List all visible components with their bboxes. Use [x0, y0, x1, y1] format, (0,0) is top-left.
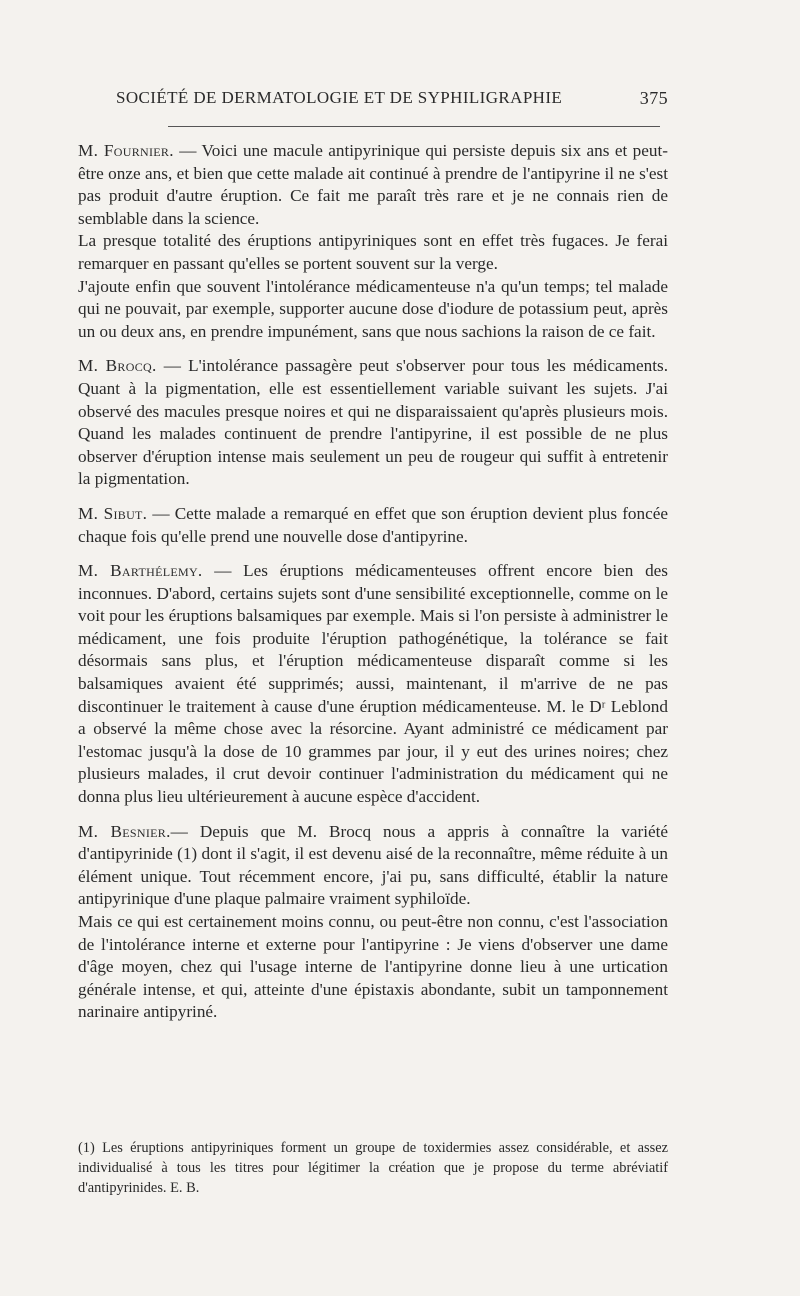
paragraph-text: — Voici une macule antipyrinique qui persiste depuis six ans et peut-être onze ans, et bien que cette malade ait continué à prendre de l'antipyrine il ne s'est pas produit d'autre éruption. Ce fait me paraît très rare et je ne connais rien de semblable dans la science.	[78, 141, 668, 228]
paragraph-brocq	[78, 355, 668, 491]
header-rule	[168, 126, 660, 127]
paragraph-text: — L'intolérance passagère peut s'observer pour tous les médicaments. Quant à la pigmentation, elle est essentiellement variable suivant les sujets. J'ai observé des macules presque noires et qui ne disparaissaient qu'après plusieurs mois. Quand les malades continuent de prendre l'antipyrine, il est possible de ne plus observer d'éruption intense mais seulement un peu de rougeur qui suffit à entretenir la pigmentation.	[78, 356, 668, 489]
paragraph	[78, 230, 668, 275]
speaker-name: M. Brocq.	[78, 356, 157, 376]
paragraph-text: — Depuis que M. Brocq nous a appris à connaître la variété d'antipyrinide (1) dont il s'agit, il est devenu aisé de la reconnaître, même réduite à un élément unique. Tout récemment encore, j'ai pu, sans difficulté, établir la nature antipyrinique d'une plaque palmaire vraiment syphiloïde.	[78, 821, 669, 909]
paragraph-text: — Cette malade a remarqué en effet que son éruption devient plus foncée chaque fois qu'elle prend une nouvelle dose d'antipyrine.	[78, 503, 668, 546]
paragraph	[78, 276, 668, 344]
paragraph-barthelemy	[78, 560, 668, 809]
header-title: SOCIÉTÉ DE DERMATOLOGIE ET DE SYPHILIGRAPHIE	[116, 88, 563, 107]
paragraph-text: La presque totalité des éruptions antipyriniques sont en effet très fugaces. Je ferai remarquer en passant qu'elles se portent souvent sur la verge.	[78, 231, 668, 273]
paragraph-text: — Les éruptions médicamenteuses offrent encore bien des inconnues. D'abord, certains sujets sont d'une sensibilité exceptionnelle, comme on le voit pour les éruptions balsamiques par exemple. Mais si l'on persiste à administrer le médicament, une fois produite l'éruption pathogénétique, la tolérance se fait désormais sans plus, et l'éruption médicamenteuse disparaît comme si les balsamiques avaient été supprimés; aussi, maintenant, il m'arrive de ne pas discontinuer le traitement à cause d'une éruption médicamenteuse. M. le Dʳ Leblond a observé la même chose avec la résorcine. Ayant administré ce médicament par l'estomac jusqu'à la dose de 10 grammes par jour, il y eut des urines noires; chez plusieurs malades, il crut devoir continuer l'administration du médicament qui ne donna plus lieu ultérieurement à aucune espèce d'accident.	[78, 561, 668, 807]
paragraph-sibut	[78, 503, 668, 548]
speaker-name: M. Sibut.	[78, 503, 148, 523]
page-number: 375	[639, 88, 668, 108]
paragraph-besnier	[78, 821, 668, 911]
speaker-name: M. Barthélemy.	[78, 561, 203, 581]
speaker-name: M. Fournier.	[78, 141, 174, 160]
footnote: (1) Les éruptions antipyriniques forment un groupe de toxidermies assez considérable, et assez individualisé à tous les titres pour légitimer la création que je propose du terme abréviatif d'antipyrinides. E. B.	[78, 1140, 668, 1196]
running-header	[112, 88, 668, 112]
speaker-name: M. Besnier.	[78, 821, 171, 841]
paragraph-text: J'ajoute enfin que souvent l'intolérance médicamenteuse n'a qu'un temps; tel malade qui ne pouvait, par exemple, supporter aucune dose d'iodure de potassium peut, après un ou deux ans, en prendre impunément, sans que nous sachions la raison de ce fait.	[78, 276, 668, 341]
paragraph-text: Mais ce qui est certainement moins connu, ou peut-être non connu, c'est l'association de l'intolérance interne et externe pour l'antipyrine : Je viens d'observer une dame d'âge moyen, chez qui l'usage interne de l'antipyrine donne lieu à une urtication générale intense, et qui, atteinte d'une épistaxis abondante, subit un tamponnement narinaire antipyriné.	[78, 912, 668, 1022]
paragraph	[78, 911, 668, 1024]
main-text	[78, 140, 668, 1024]
paragraph-fournier	[78, 140, 668, 230]
